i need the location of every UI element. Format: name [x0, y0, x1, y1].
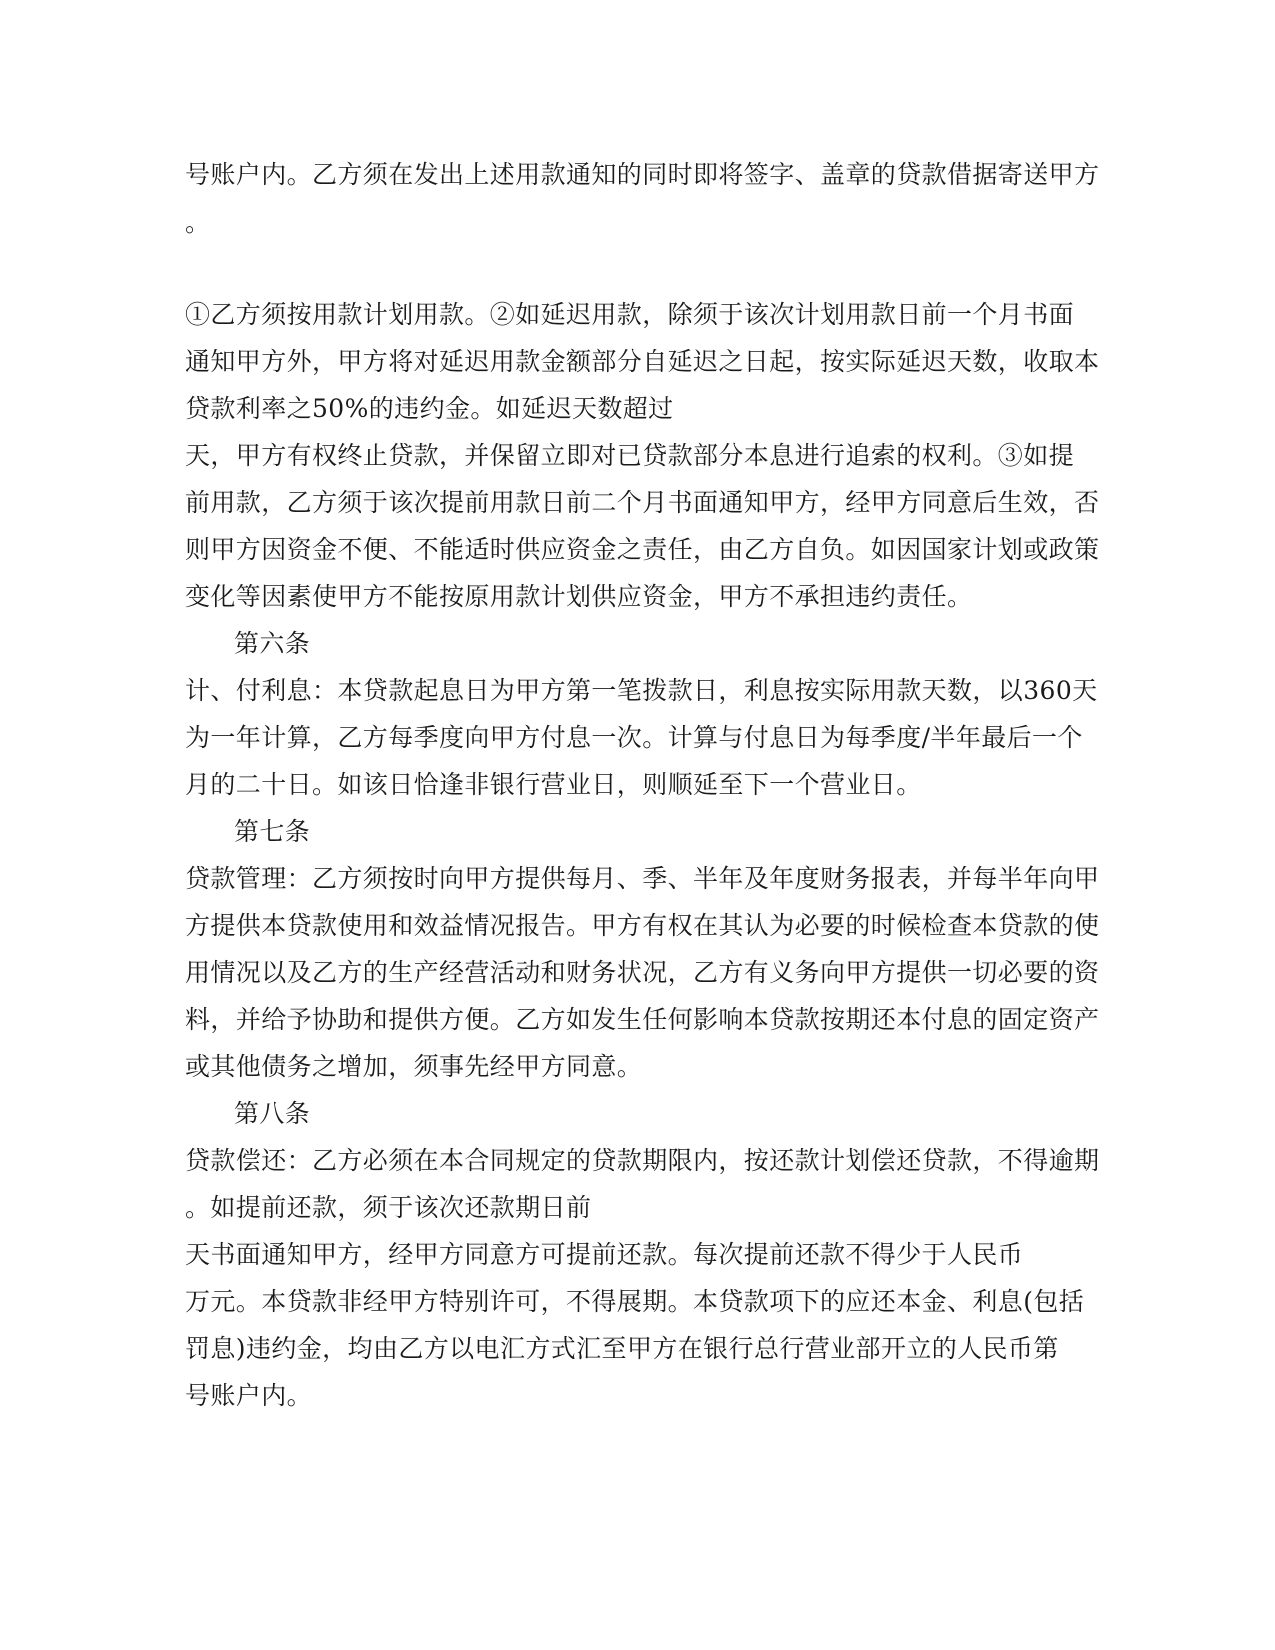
- text-line: 号账户内。乙方须在发出上述用款通知的同时即将签字、盖章的贷款借据寄送甲方: [185, 160, 1100, 189]
- text-line: 则甲方因资金不便、不能适时供应资金之责任，由乙方自负。如因国家计划或政策: [185, 535, 1100, 564]
- text-line: 万元。本贷款非经甲方特别许可，不得展期。本贷款项下的应还本金、利息(包括: [185, 1287, 1085, 1316]
- text-line: 贷款偿还：乙方必须在本合同规定的贷款期限内，按还款计划偿还贷款，不得逾期: [185, 1146, 1100, 1175]
- text-line: 前用款，乙方须于该次提前用款日前二个月书面通知甲方，经甲方同意后生效，否: [185, 488, 1100, 517]
- text-line: 方提供本贷款使用和效益情况报告。甲方有权在其认为必要的时候检查本贷款的使: [185, 911, 1100, 940]
- text-line: 或其他债务之增加，须事先经甲方同意。: [185, 1052, 643, 1081]
- text-line: 计、付利息：本贷款起息日为甲方第一笔拨款日，利息按实际用款天数，以360天: [185, 676, 1098, 705]
- text-line: 用情况以及乙方的生产经营活动和财务状况，乙方有义务向甲方提供一切必要的资: [185, 958, 1100, 987]
- text-line: 天书面通知甲方，经甲方同意方可提前还款。每次提前还款不得少于人民币: [185, 1240, 1024, 1269]
- text-line: 为一年计算，乙方每季度向甲方付息一次。计算与付息日为每季度/半年最后一个: [185, 723, 1083, 752]
- text-line: 变化等因素使甲方不能按原用款计划供应资金，甲方不承担违约责任。: [185, 582, 973, 611]
- text-line: 贷款管理：乙方须按时向甲方提供每月、季、半年及年度财务报表，并每半年向甲: [185, 864, 1100, 893]
- text-line: 。: [185, 208, 211, 237]
- text-line: 天，甲方有权终止贷款，并保留立即对已贷款部分本息进行追索的权利。③如提: [185, 441, 1075, 470]
- text-line: ①乙方须按用款计划用款。②如延迟用款，除须于该次计划用款日前一个月书面: [185, 300, 1075, 329]
- article-heading: 第七条: [234, 817, 311, 846]
- text-line: 号账户内。: [185, 1381, 313, 1410]
- text-line: 月的二十日。如该日恰逢非银行营业日，则顺延至下一个营业日。: [185, 770, 922, 799]
- text-line: 贷款利率之50%的违约金。如延迟天数超过: [185, 394, 674, 423]
- text-line: 料，并给予协助和提供方便。乙方如发生任何影响本贷款按期还本付息的固定资产: [185, 1005, 1100, 1034]
- article-heading: 第八条: [234, 1099, 311, 1128]
- text-line: 。如提前还款，须于该次还款期日前: [185, 1193, 592, 1222]
- article-heading: 第六条: [234, 629, 311, 658]
- text-line: 通知甲方外，甲方将对延迟用款金额部分自延迟之日起，按实际延迟天数，收取本: [185, 347, 1100, 376]
- text-line: 罚息)违约金，均由乙方以电汇方式汇至甲方在银行总行营业部开立的人民币第: [185, 1334, 1059, 1363]
